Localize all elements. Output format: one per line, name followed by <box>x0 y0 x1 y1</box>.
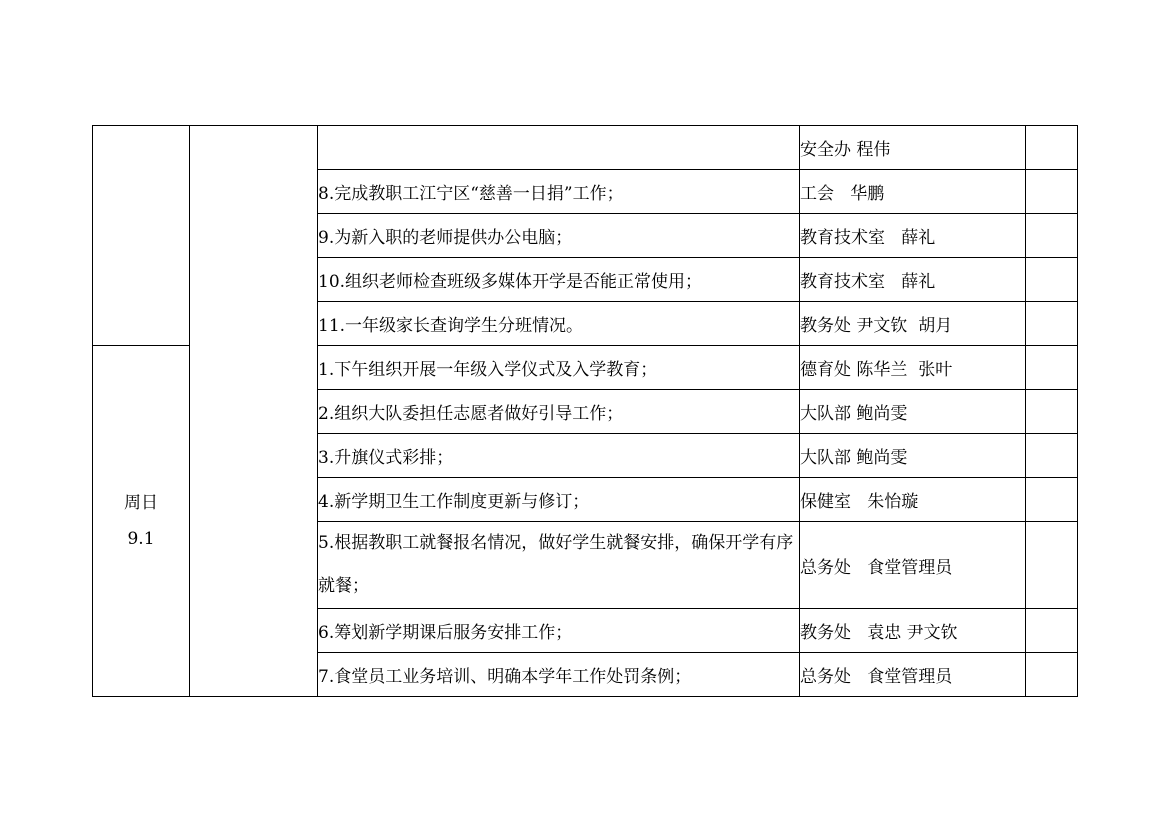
owner-cell: 教育技术室 薛礼 <box>800 258 1026 302</box>
task-cell: 7.食堂员工业务培训、明确本学年工作处罚条例； <box>318 653 800 697</box>
date-label: 9.1 <box>127 529 155 549</box>
schedule-table <box>92 125 1078 697</box>
owner-cell: 德育处 陈华兰 张叶 <box>800 346 1026 390</box>
remark-cell <box>1026 522 1078 609</box>
owner-cell: 保健室 朱怡璇 <box>800 478 1026 522</box>
remark-cell <box>1026 609 1078 653</box>
remark-cell <box>1026 214 1078 258</box>
remark-cell <box>1026 390 1078 434</box>
owner-cell: 大队部 鲍尚雯 <box>800 434 1026 478</box>
task-cell: 5.根据教职工就餐报名情况，做好学生就餐安排，确保开学有序就餐； <box>318 522 800 609</box>
owner-cell: 安全办 程伟 <box>800 126 1026 170</box>
task-cell: 11.一年级家长查询学生分班情况。 <box>318 302 800 346</box>
remark-cell <box>1026 346 1078 390</box>
remark-cell <box>1026 653 1078 697</box>
remark-cell <box>1026 302 1078 346</box>
owner-cell: 总务处 食堂管理员 <box>800 522 1026 609</box>
remark-cell <box>1026 434 1078 478</box>
owner-cell: 教务处 袁忠 尹文钦 <box>800 609 1026 653</box>
remark-cell <box>1026 170 1078 214</box>
task-cell: 10.组织老师检查班级多媒体开学是否能正常使用； <box>318 258 800 302</box>
task-cell: 6.筹划新学期课后服务安排工作； <box>318 609 800 653</box>
owner-cell: 大队部 鲍尚雯 <box>800 390 1026 434</box>
blank-column-cell <box>190 126 318 697</box>
day-label: 周日 <box>124 493 158 513</box>
owner-cell: 教务处 尹文钦 胡月 <box>800 302 1026 346</box>
task-cell: 4.新学期卫生工作制度更新与修订； <box>318 478 800 522</box>
table-row <box>93 126 1078 170</box>
task-cell: 1.下午组织开展一年级入学仪式及入学教育； <box>318 346 800 390</box>
task-cell: 2.组织大队委担任志愿者做好引导工作； <box>318 390 800 434</box>
remark-cell <box>1026 258 1078 302</box>
remark-cell <box>1026 126 1078 170</box>
date-cell-sunday <box>93 346 190 697</box>
remark-cell <box>1026 478 1078 522</box>
owner-cell: 教育技术室 薛礼 <box>800 214 1026 258</box>
date-cell-previous <box>93 126 190 346</box>
owner-cell: 工会 华鹏 <box>800 170 1026 214</box>
task-cell: 9.为新入职的老师提供办公电脑； <box>318 214 800 258</box>
task-cell <box>318 126 800 170</box>
task-cell: 8.完成教职工江宁区“慈善一日捐”工作； <box>318 170 800 214</box>
owner-cell: 总务处 食堂管理员 <box>800 653 1026 697</box>
task-cell: 3.升旗仪式彩排； <box>318 434 800 478</box>
